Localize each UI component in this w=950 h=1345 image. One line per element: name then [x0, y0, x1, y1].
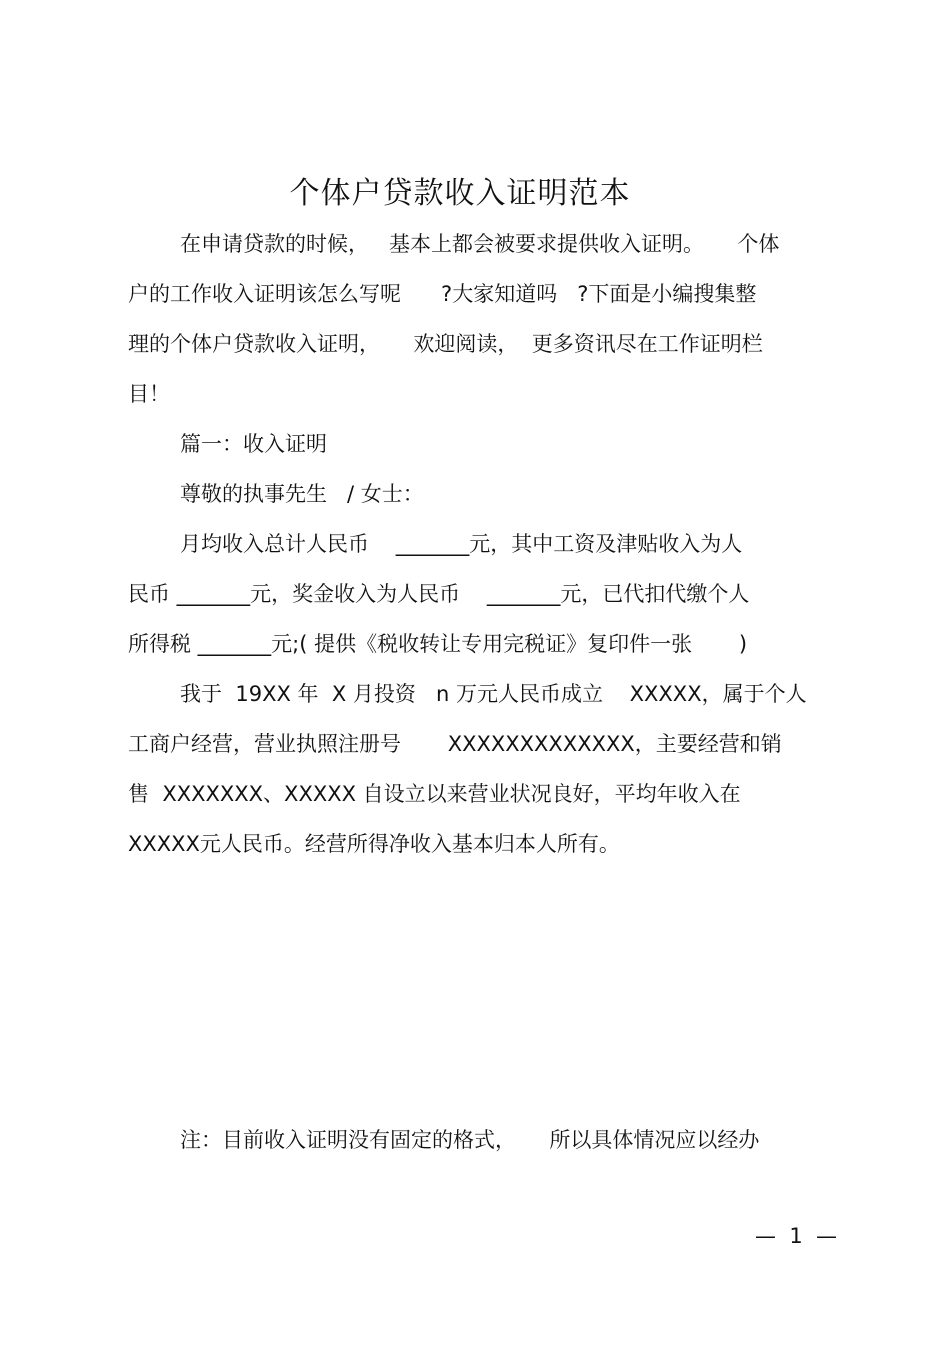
- business-line-3: 售 XXXXXXX、XXXXX 自设立以来营业状况良好，平均年收入在: [128, 782, 741, 806]
- page-number: — 1 —: [755, 1224, 838, 1248]
- income-line-3: 所得税 _______元;( 提供《税收转让专用完税证》复印件一张 ): [128, 632, 748, 656]
- intro-line-2: 户的工作收入证明该怎么写呢 ?大家知道吗 ?下面是小编搜集整: [128, 282, 757, 306]
- salutation: 尊敬的执事先生 / 女士：: [180, 482, 424, 506]
- intro-line-3: 理的个体户贷款收入证明， 欢迎阅读， 更多资讯尽在工作证明栏: [128, 332, 763, 356]
- business-line-2: 工商户经营，营业执照注册号 XXXXXXXXXXXXX，主要经营和销: [128, 732, 782, 756]
- document-title: 个体户贷款收入证明范本: [289, 176, 631, 211]
- income-line-1: 月均收入总计人民币 _______元，其中工资及津贴收入为人: [180, 532, 743, 556]
- intro-line-1: 在申请贷款的时候， 基本上都会被要求提供收入证明。 个体: [180, 232, 780, 256]
- income-line-2: 民币 _______元，奖金收入为人民币 _______元，已代扣代缴个人: [128, 582, 750, 606]
- section-heading: 篇一：收入证明: [180, 432, 327, 456]
- business-line-1: 我于 19XX 年 X 月投资 n 万元人民币成立 XXXXX，属于个人: [180, 682, 807, 706]
- note-line: 注：目前收入证明没有固定的格式， 所以具体情况应以经办: [180, 1128, 760, 1152]
- intro-line-4: 目！: [128, 382, 170, 406]
- business-line-4: XXXXX元人民币。经营所得净收入基本归本人所有。: [128, 832, 620, 856]
